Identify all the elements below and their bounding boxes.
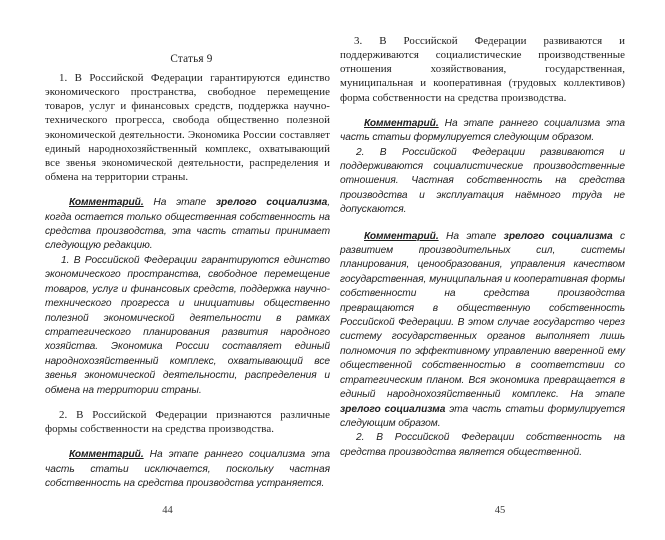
page-number-value: 44 (162, 505, 173, 516)
page-right (335, 0, 665, 540)
commentary-block-3 (340, 117, 625, 146)
commentary-label: Комментарий. (364, 230, 439, 242)
commentary-text-part-2: с развитием производительных сил, системы планирования, ценообразования, управления качеством государственная, муниципальная и кооперативная формы собственности на средства производства превращаются в общественную собственность Российской Федерации. В этом случае государство через систему государственных органов выполняет лишь полномочия по эффективному управлению вверенной ему общественной собственностью в соответствии со стратегическим планом. Вся экономика превращается в единый народнохозяйственный комплекс. На этапе (340, 230, 625, 401)
commentary-label: Комментарий. (69, 449, 144, 461)
commentary-body-3: 2. В Российской Федерации развиваются и поддерживаются социалистические производственные отношения. Частная собственность на средства производства и эксплуатация наёмного труда не допускаются. (340, 146, 625, 216)
commentary-body-4: 2. В Российской Федерации собственность на средства производства является общественной. (340, 432, 625, 458)
emphasis-term-mature-socialism-2: зрелого социализма (340, 403, 446, 415)
commentary-text-part-3: эта часть статьи формулируется следующим образом. (340, 403, 625, 429)
page-number-left (0, 505, 375, 516)
commentary-text-part-1: На этапе (143, 197, 216, 209)
commentary-label: Комментарий. (364, 117, 439, 129)
page-number-value: 45 (494, 505, 506, 516)
commentary-text-part-1: На этапе (438, 230, 504, 242)
commentary-label: Комментарий. (69, 197, 144, 209)
emphasis-term-mature-socialism: зрелого социализма (503, 230, 613, 242)
commentary-block-4 (340, 230, 625, 432)
commentary-text-part-2: , когда остается только общественная собственность на средства производства, эта часть статьи принимает следующую редакцию. (45, 197, 330, 252)
law-clause-3: 3. В Российской Федерации развиваются и поддерживаются социалистические производственные отношения хозяйствования, государственная, муниципальная и кооперативная (трудовых коллективов) форма собственности на средства производства. (340, 35, 625, 104)
commentary-body-1: 1. В Российской Федерации гарантируются единство экономического пространства, свободное перемещение товаров, услуг и финансовых средств, поддержка научно-технического прогресса и инициативы общественно полезной экономической деятельности в рамках стратегического планирования развития народного хозяйства. Экономика России составляет единый народнохозяйственный комплекс, охватывающий все звенья экономической деятельности, распределения и обмена на территории страны. (45, 254, 330, 396)
commentary-block-2 (45, 448, 330, 491)
law-clause-1: 1. В Российской Федерации гарантируются единство экономического пространства, свободное перемещение товаров, услуг и финансовых средств, поддержка научно-технического прогресса, свобода общественно полезной экономической деятельности. Экономика России составляет единый народнохозяйственный комплекс, охватывающий все звенья экономической деятельности, распределения и обмена на территории страны. (45, 72, 330, 184)
commentary-block-1 (45, 196, 330, 254)
commentary-text: На этапе раннего социализма эта часть статьи формулируется следующим образом. (340, 117, 625, 144)
page-number-right (335, 505, 665, 516)
article-title: Статья 9 (170, 53, 213, 65)
commentary-text: На этапе раннего социализма эта часть статьи исключается, поскольку частная собственность на средства производства устраняется. (45, 449, 330, 490)
emphasis-term-mature-socialism: зрелого социализма (215, 197, 328, 209)
law-clause-2: 2. В Российской Федерации признаются различные формы собственности на средства производства. (45, 408, 330, 436)
